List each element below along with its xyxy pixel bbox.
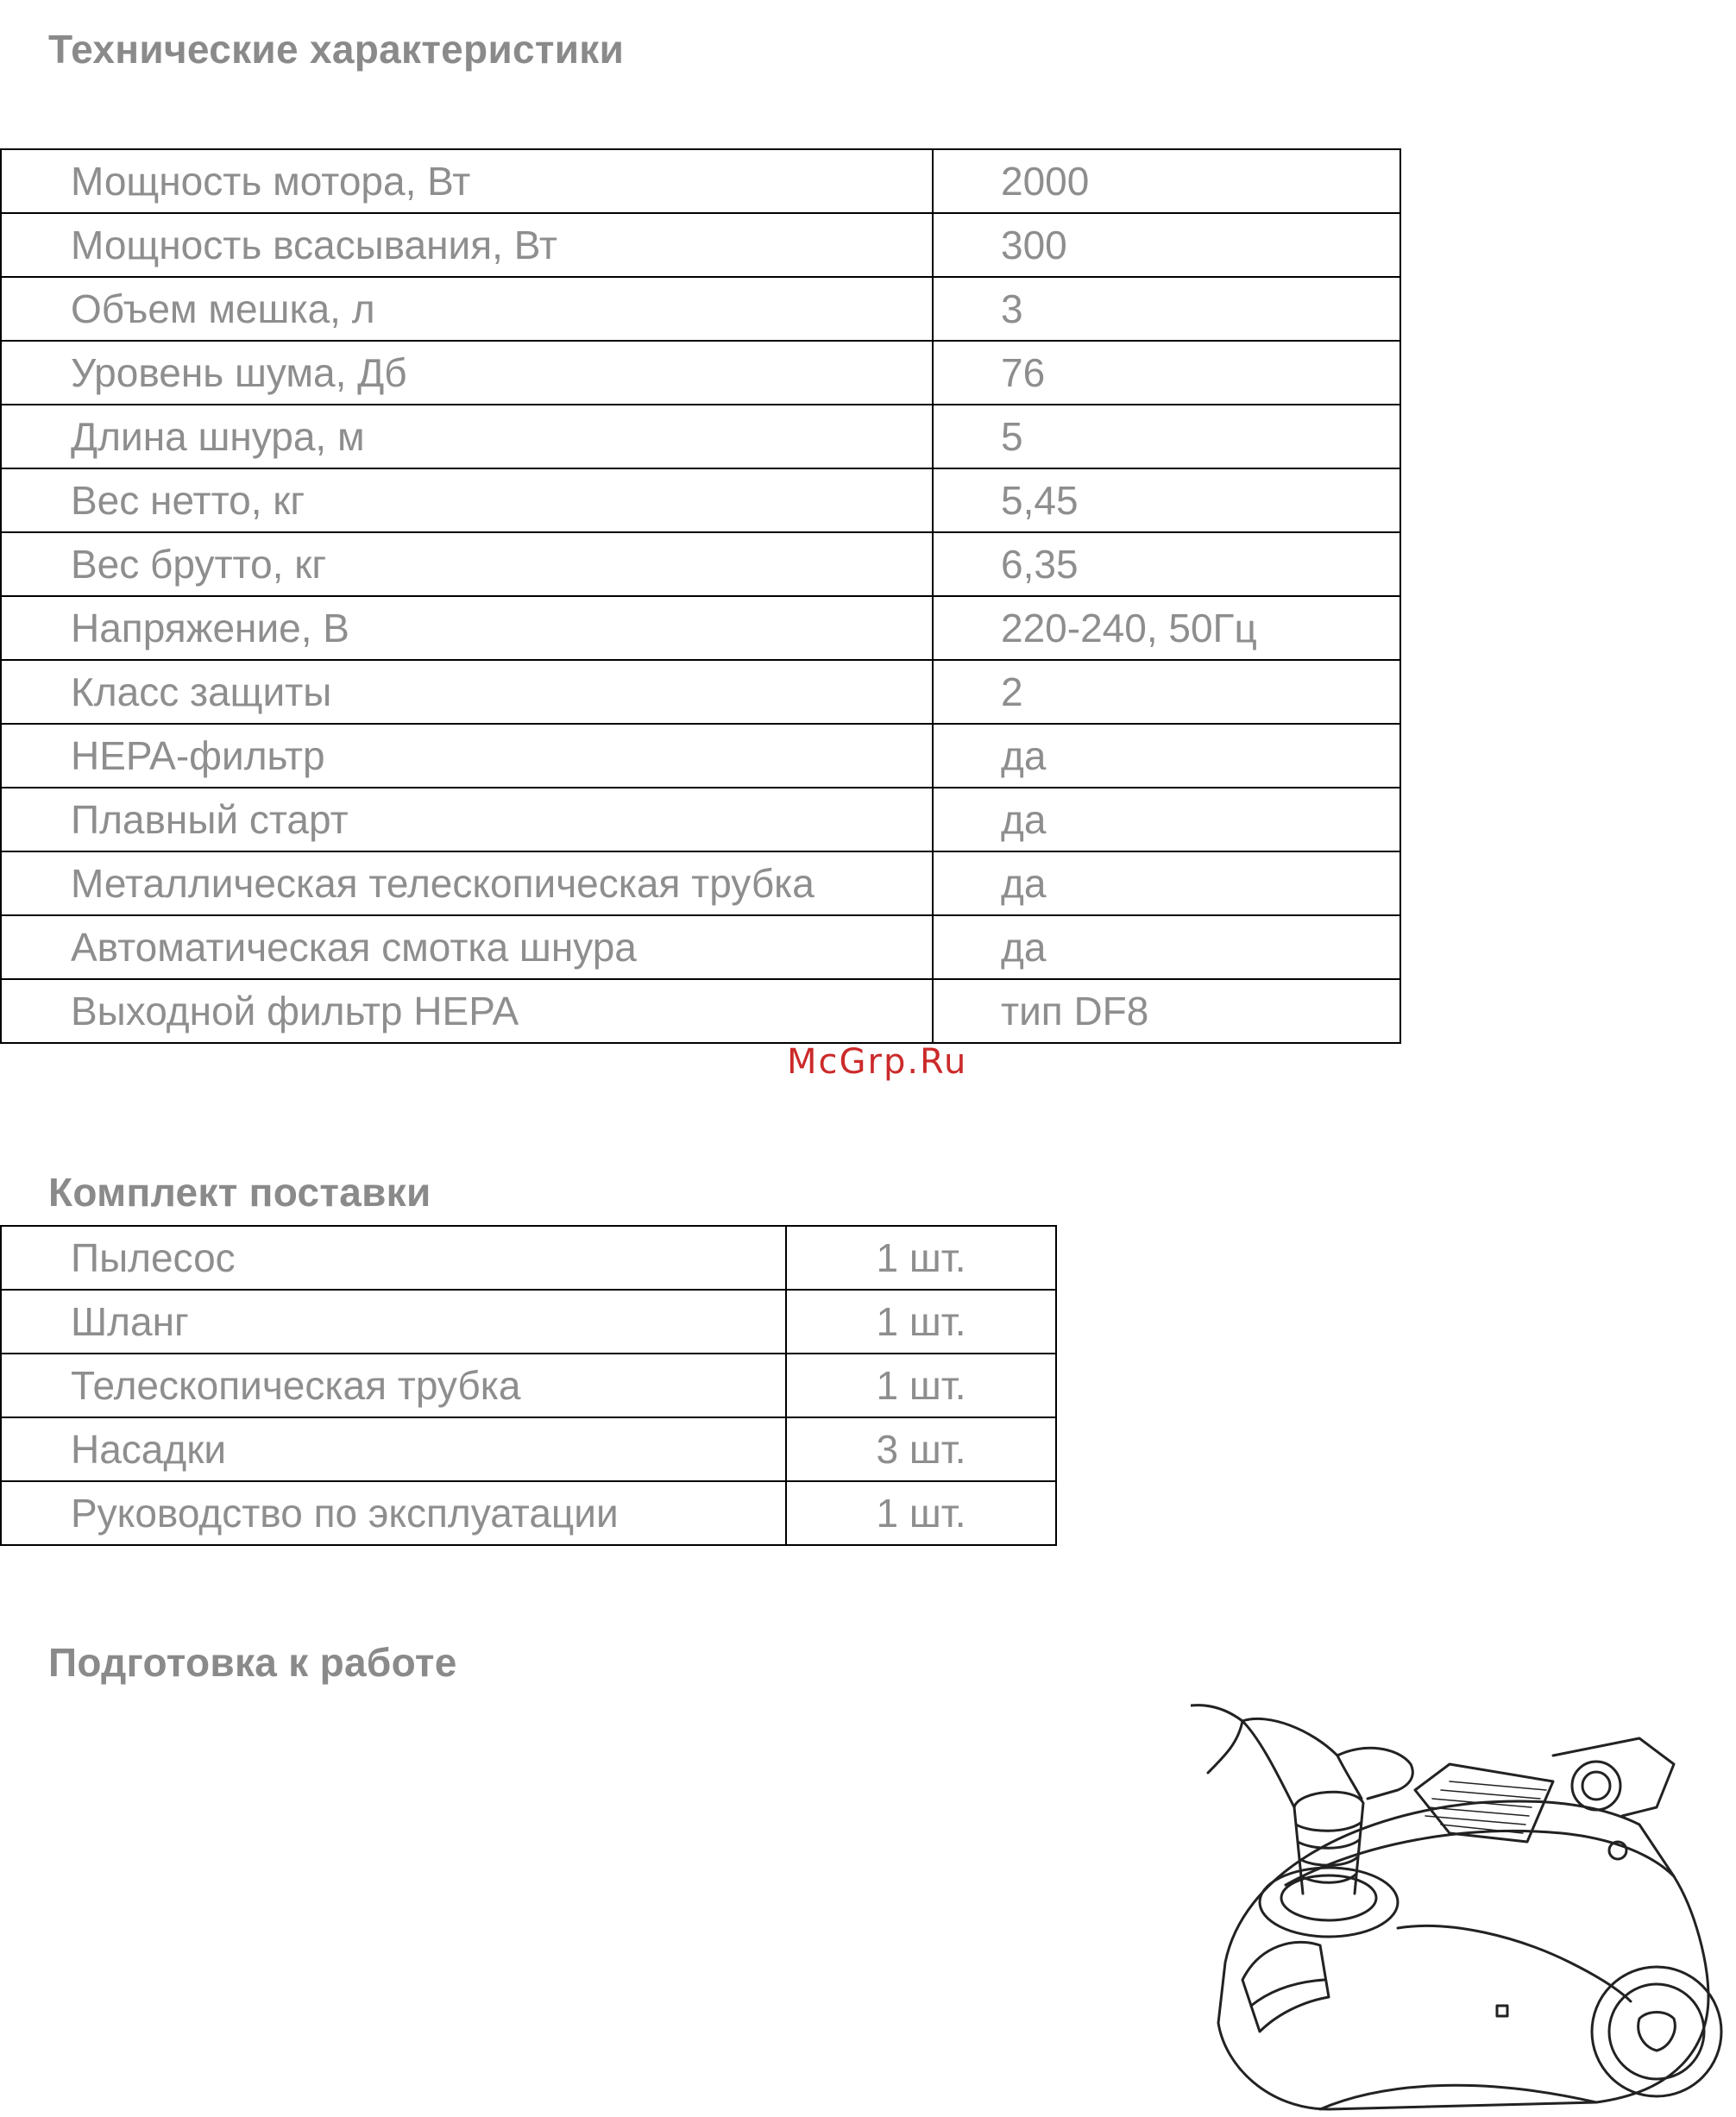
specs-table: [0, 148, 1401, 1044]
kit-item-qty: 1 шт.: [786, 1481, 1056, 1545]
spec-label: Объем мешка, л: [1, 277, 933, 341]
kit-item-label: Насадки: [1, 1417, 786, 1481]
kit-item-label: Телескопическая трубка: [1, 1354, 786, 1417]
table-row: [1, 1290, 1056, 1354]
vacuum-cleaner-icon: [1191, 1704, 1736, 2117]
table-row: [1, 724, 1400, 788]
table-row: [1, 149, 1400, 213]
table-row: [1, 851, 1400, 915]
spec-value: 300: [933, 213, 1400, 277]
table-row: [1, 532, 1400, 596]
spec-value: 2000: [933, 149, 1400, 213]
table-row: [1, 468, 1400, 532]
spec-label: Плавный старт: [1, 788, 933, 851]
table-row: [1, 405, 1400, 468]
spec-label: Класс защиты: [1, 660, 933, 724]
table-row: [1, 341, 1400, 405]
table-row: [1, 1226, 1056, 1290]
table-row: [1, 979, 1400, 1043]
spec-value: тип DF8: [933, 979, 1400, 1043]
spec-label: Мощность всасывания, Вт: [1, 213, 933, 277]
kit-item-qty: 3 шт.: [786, 1417, 1056, 1481]
table-row: [1, 915, 1400, 979]
spec-value: 5,45: [933, 468, 1400, 532]
spec-label: Напряжение, В: [1, 596, 933, 660]
kit-item-qty: 1 шт.: [786, 1354, 1056, 1417]
spec-value: 220-240, 50Гц: [933, 596, 1400, 660]
spec-label: Автоматическая смотка шнура: [1, 915, 933, 979]
specs-heading: Технические характеристики: [48, 27, 625, 72]
spec-label: Вес брутто, кг: [1, 532, 933, 596]
kit-heading: Комплект поставки: [48, 1170, 431, 1215]
spec-label: Уровень шума, Дб: [1, 341, 933, 405]
spec-label: Выходной фильтр HEPA: [1, 979, 933, 1043]
kit-item-label: Шланг: [1, 1290, 786, 1354]
watermark: McGrp.Ru: [787, 1042, 968, 1082]
prep-heading: Подготовка к работе: [48, 1640, 457, 1685]
spec-label: Длина шнура, м: [1, 405, 933, 468]
spec-label: Вес нетто, кг: [1, 468, 933, 532]
table-row: [1, 1354, 1056, 1417]
spec-value: да: [933, 851, 1400, 915]
spec-value: да: [933, 915, 1400, 979]
table-row: [1, 788, 1400, 851]
kit-table: [0, 1225, 1057, 1546]
spec-label: Металлическая телескопическая трубка: [1, 851, 933, 915]
spec-value: 2: [933, 660, 1400, 724]
spec-value: 6,35: [933, 532, 1400, 596]
spec-value: 5: [933, 405, 1400, 468]
table-row: [1, 1481, 1056, 1545]
spec-value: да: [933, 724, 1400, 788]
table-row: [1, 277, 1400, 341]
spec-value: 3: [933, 277, 1400, 341]
spec-value: да: [933, 788, 1400, 851]
table-row: [1, 1417, 1056, 1481]
kit-item-label: Пылесос: [1, 1226, 786, 1290]
spec-label: Мощность мотора, Вт: [1, 149, 933, 213]
table-row: [1, 660, 1400, 724]
table-row: [1, 213, 1400, 277]
kit-item-qty: 1 шт.: [786, 1290, 1056, 1354]
spec-value: 76: [933, 341, 1400, 405]
kit-item-qty: 1 шт.: [786, 1226, 1056, 1290]
kit-item-label: Руководство по эксплуатации: [1, 1481, 786, 1545]
spec-label: HEPA-фильтр: [1, 724, 933, 788]
table-row: [1, 596, 1400, 660]
